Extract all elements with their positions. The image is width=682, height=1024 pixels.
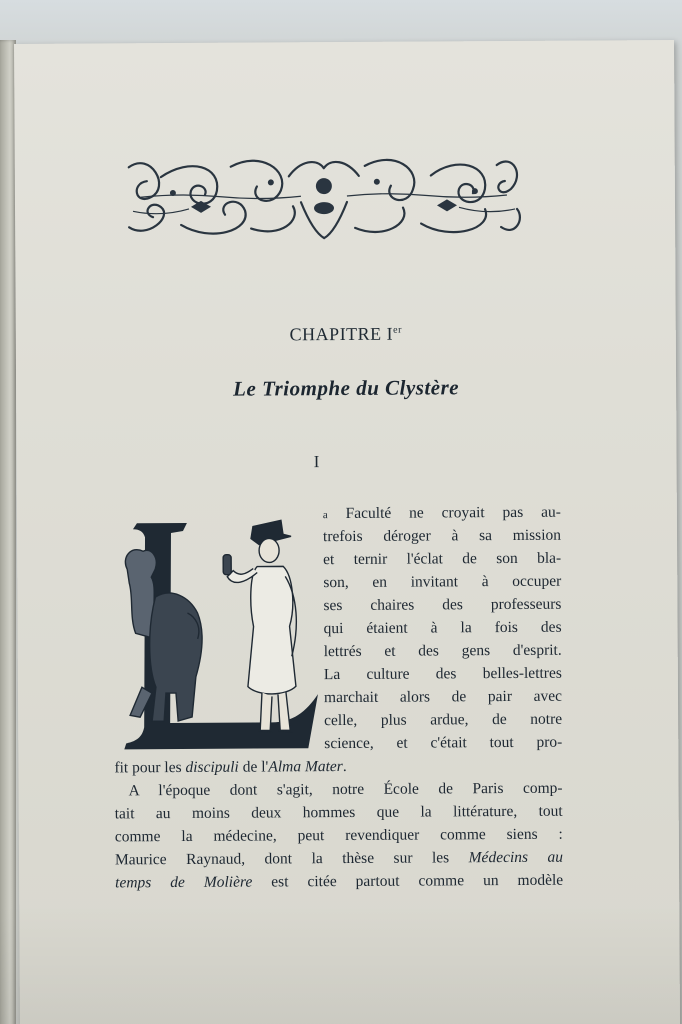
- text-line: comme la médecine, peut revendiquer comme siens :: [114, 825, 563, 846]
- text-line: lettrés et des gens d'esprit.: [323, 641, 562, 661]
- text-line: [114, 754, 562, 780]
- text-line: tait au moins deux hommes que la littérature, tout: [114, 802, 563, 823]
- book-page: [14, 40, 680, 1024]
- text-line: trefois déroger à sa mission: [322, 526, 562, 546]
- body-text: [113, 501, 563, 895]
- text-run-italic: discipuli: [185, 758, 239, 776]
- text-line: La culture des belles-lettres: [323, 664, 562, 684]
- left-page-edge: [0, 40, 16, 1024]
- text-line: son, en invitant à occuper: [323, 572, 562, 592]
- text-line: A l'époque dont s'agit, notre École de Paris comp-: [128, 779, 563, 800]
- text-line: ses chaires des professeurs: [323, 595, 562, 615]
- text-line: marchait alors de pair avec: [323, 687, 563, 707]
- text-run: Maurice Raynaud, dont la thèse sur les: [114, 849, 469, 869]
- chapter-heading-sup: er: [393, 324, 402, 336]
- text-line: [115, 846, 563, 872]
- chapter-heading-text: CHAPITRE I: [289, 323, 394, 345]
- text-line: science, et c'était tout pro-: [324, 733, 563, 753]
- chapter-title: Le Triomphe du Clystère: [233, 375, 460, 401]
- text-run-italic: temps de Molière: [115, 873, 253, 892]
- section-number: I: [313, 452, 320, 472]
- text-line: qui étaient à la fois des: [323, 618, 562, 638]
- text-run-italic: Médecins au: [468, 848, 564, 867]
- text-line: celle, plus ardue, de notre: [324, 710, 563, 730]
- text-line-smallcap: a: [322, 509, 328, 522]
- text-line: [115, 869, 563, 895]
- text-run-italic: Alma Mater: [268, 758, 343, 776]
- text-run: de l': [238, 758, 269, 776]
- text-line: et ternir l'éclat de son bla-: [323, 549, 562, 569]
- text-run: .: [342, 757, 347, 776]
- text-run: fit pour les: [114, 758, 186, 777]
- ornamental-headpiece: [121, 145, 528, 245]
- chapter-heading: [16, 322, 676, 347]
- text-run: est citée partout comme un modèle: [252, 871, 564, 891]
- text-line-content: Faculté ne croyait pas au-: [327, 503, 561, 523]
- text-line: [323, 501, 561, 525]
